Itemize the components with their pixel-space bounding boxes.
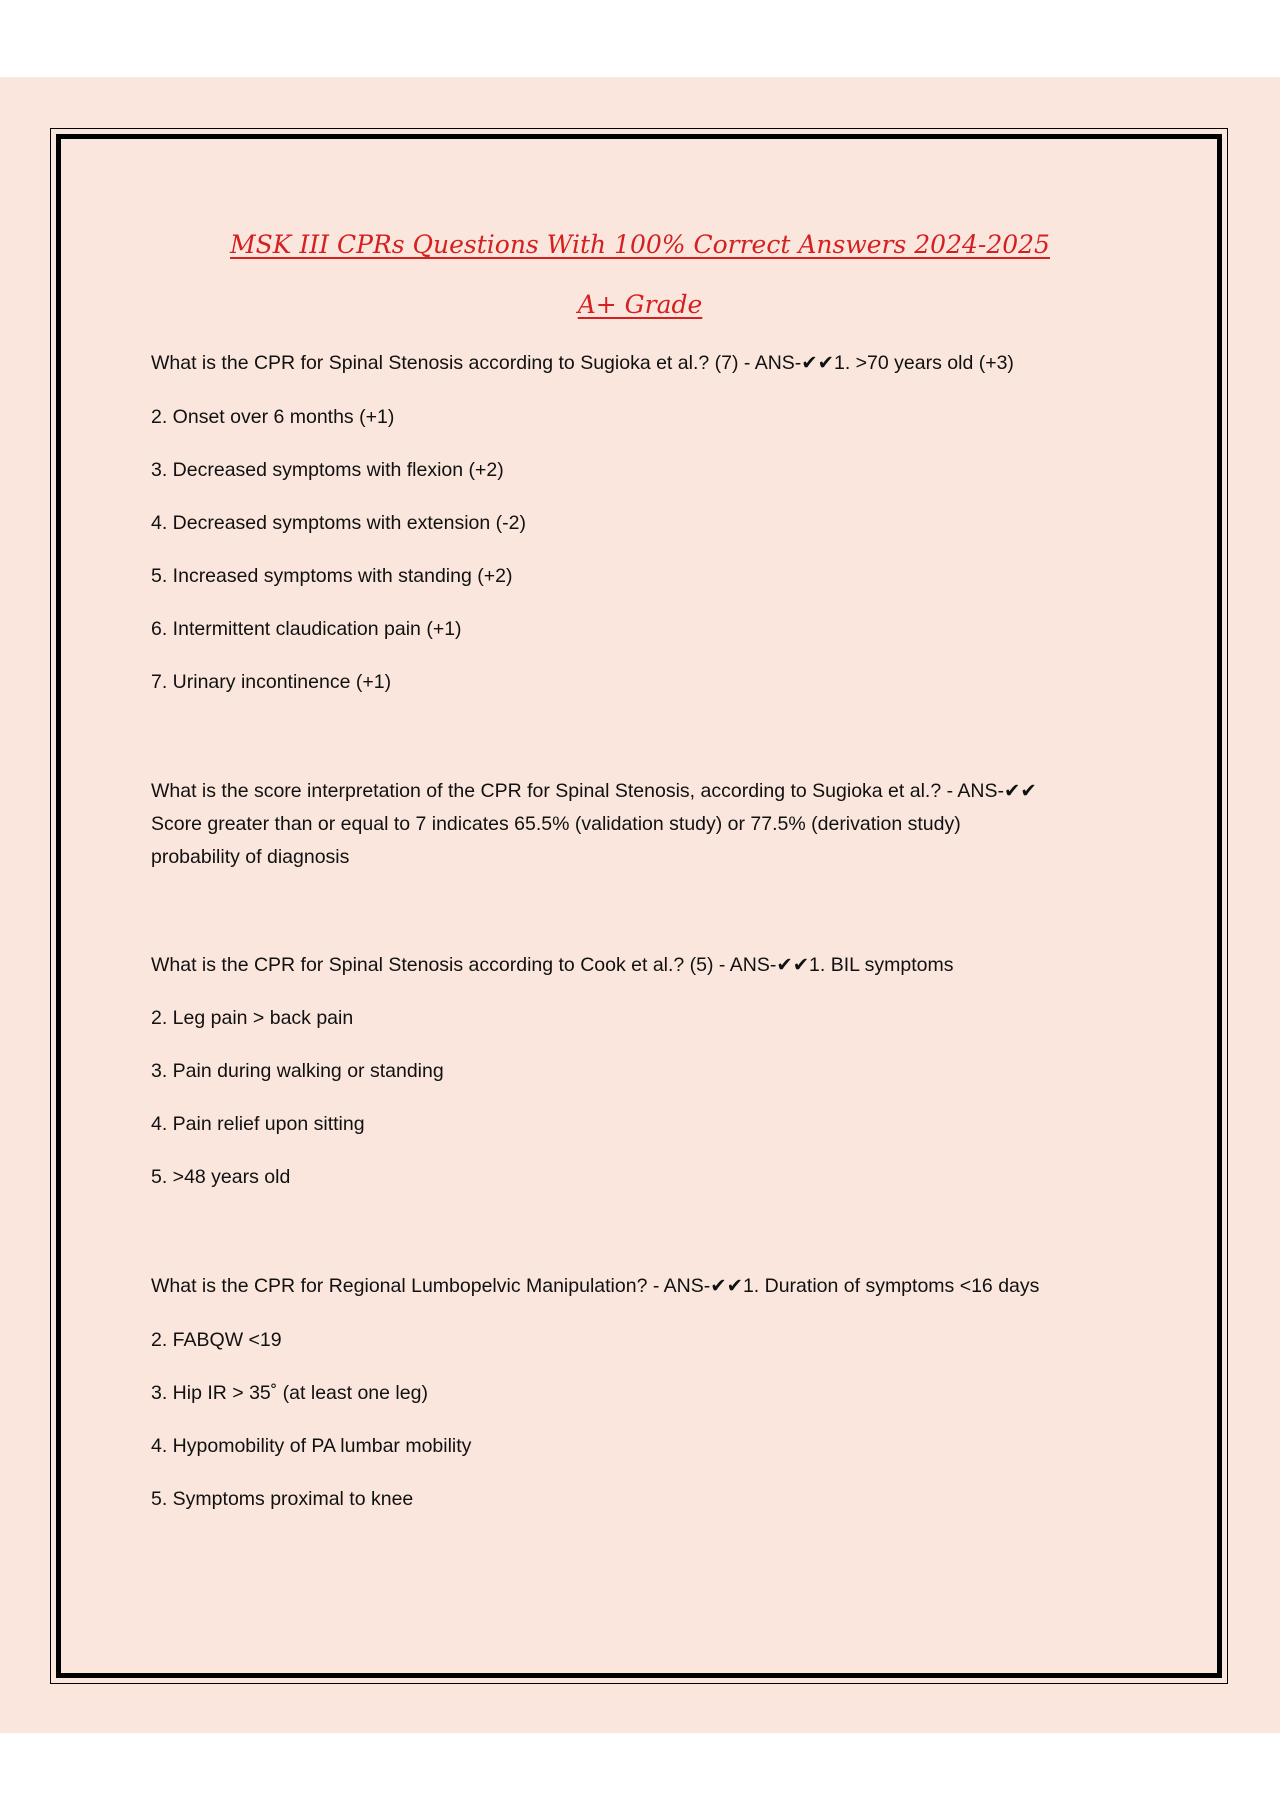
question-3-first-answer: 1. BIL symptoms: [809, 954, 954, 976]
question-1-first-answer: 1. >70 years old (+3): [833, 352, 1014, 374]
list-item: 3. Pain during walking or standing: [151, 1060, 444, 1082]
list-item: 4. Hypomobility of PA lumbar mobility: [151, 1435, 472, 1457]
list-item: 4. Decreased symptoms with extension (-2): [151, 512, 526, 534]
list-item: 4. Pain relief upon sitting: [151, 1113, 365, 1135]
list-item: 7. Urinary incontinence (+1): [151, 671, 392, 693]
list-item: 2. Leg pain > back pain: [151, 1007, 354, 1029]
list-item: 5. >48 years old: [151, 1166, 291, 1188]
list-item: 3. Decreased symptoms with flexion (+2): [151, 459, 504, 481]
question-2-answer-line-2: probability of diagnosis: [151, 846, 350, 868]
question-3-text: What is the CPR for Spinal Stenosis according to Cook et al.? (5) - ANS-✔✔: [151, 954, 810, 976]
list-item: 2. FABQW <19: [151, 1329, 282, 1351]
question-1: [151, 347, 1131, 380]
list-item: 5. Symptoms proximal to knee: [151, 1488, 414, 1510]
document-title: MSK III CPRs Questions With 100% Correct Answers 2024-2025: [230, 230, 1050, 259]
list-item: 3. Hip IR > 35˚ (at least one leg): [151, 1382, 428, 1404]
question-2-text: What is the score interpretation of the CPR for Spinal Stenosis, according to Sugioka et al.? - ANS-✔✔: [151, 780, 1037, 802]
question-1-text: What is the CPR for Spinal Stenosis according to Sugioka et al.? (7) - ANS-✔✔: [151, 352, 834, 374]
question-3: [151, 949, 1131, 982]
question-4-first-answer: 1. Duration of symptoms <16 days: [742, 1275, 1040, 1297]
question-4-text: What is the CPR for Regional Lumbopelvic Manipulation? - ANS-✔✔: [151, 1275, 743, 1297]
document-subtitle: A+ Grade: [577, 290, 703, 319]
list-item: 2. Onset over 6 months (+1): [151, 406, 395, 428]
question-2-answer-line-1: Score greater than or equal to 7 indicates 65.5% (validation study) or 77.5% (derivation study): [151, 813, 961, 835]
list-item: 5. Increased symptoms with standing (+2): [151, 565, 513, 587]
list-item: 6. Intermittent claudication pain (+1): [151, 618, 462, 640]
question-4: [151, 1270, 1131, 1303]
